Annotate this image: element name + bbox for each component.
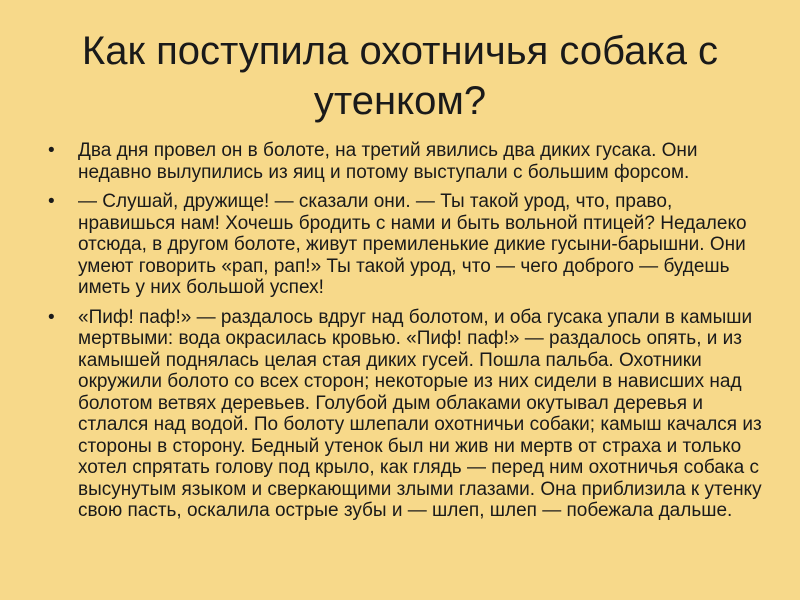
slide-title: Как поступила охотничья собака с утенком? [81,29,719,123]
paragraph-text: — Слушай, дружище! — сказали они. — Ты такой урод, что, право, нравишься нам! Хочешь бродить с нами и быть вольной птицей? Недалеко отсюда, в другом болоте, живут премиленькие дикие гусыни-барышни. Они умеют говорить «рап, рап!» Ты такой урод, что — чего доброго — будешь иметь у них большой успех! [78,191,747,298]
paragraph-3 [46,307,762,522]
bullet-icon: • [48,191,55,212]
paragraph-text: «Пиф! паф!» — раздалось вдруг над болотом, и оба гусака упали в камыши мертвыми: вода окрасилась кровью. «Пиф! паф!» — раздалось опять, и из камышей поднялась целая стая диких гусей. Пошла пальба. Охотники окружили болото со всех сторон; некоторые из них сидели в нависших над болотом ветвях деревьев. Голубой дым облаками окутывал деревья и стлался над водой. По болоту шлепали охотничьи собаки; камыш качался из стороны в сторону. Бедный утенок был ни жив ни мертв от страха и только хотел спрятать голову под крыло, как глядь — перед ним охотничья собака с высунутым языком и сверкающими злыми глазами. Она приблизила к утенку свою пасть, оскалила острые зубы и — шлеп, шлеп — побежала дальше. [78,306,762,521]
bullet-list [46,140,762,522]
paragraph-1 [46,140,762,183]
paragraph-2 [46,191,762,299]
slide-content [46,140,762,600]
bullet-icon: • [48,140,55,161]
bullet-icon: • [48,306,55,328]
paragraph-text: Два дня провел он в болоте, на третий явились два диких гусака. Они недавно вылупились из яиц и потому выступали с большим форсом. [78,140,698,183]
